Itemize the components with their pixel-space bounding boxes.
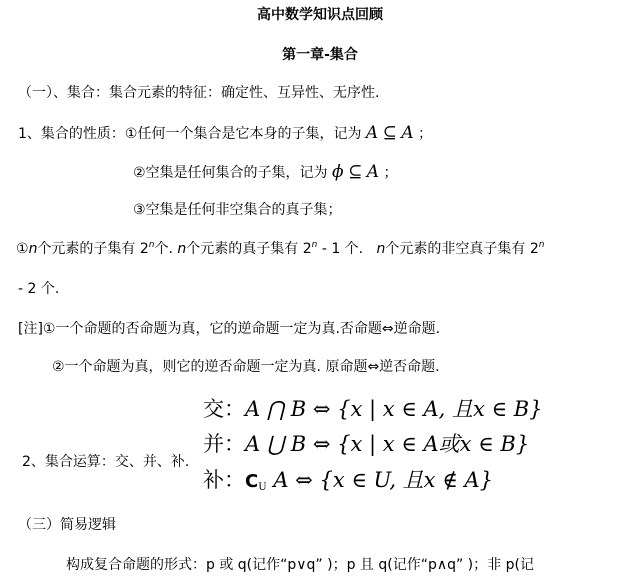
property-2-text: ②空集是任何集合的子集，记为 <box>133 165 328 181</box>
math-a: A <box>366 162 380 182</box>
subset-symbol: ⊆ <box>348 162 363 182</box>
exponent-n: n <box>148 240 155 250</box>
section-3-heading: （三）简易逻辑 <box>18 517 116 533</box>
complement-formula <box>203 467 493 501</box>
doc-title: 高中数学知识点回顾 <box>257 7 383 23</box>
note-1: [注]①一个命题的否命题为真，它的逆命题一定为真.否命题⇔逆命题. <box>18 321 441 337</box>
intersection-formula <box>203 396 543 422</box>
union-word: 并： <box>203 432 245 456</box>
semicolon: ； <box>418 126 433 142</box>
math-a: A <box>365 123 379 143</box>
property-line-3: ③空集是任何非空集合的真子集； <box>133 202 342 218</box>
set-operations-label: 2、集合运算：交、并、补. <box>22 454 190 470</box>
intersection-word: 交： <box>203 397 245 421</box>
subset-symbol: ⊆ <box>382 123 397 143</box>
text-fragment: 个元素的子集有 2 <box>37 241 149 257</box>
subset-count-continuation: - 2 个. <box>18 281 60 297</box>
complement-symbol: C <box>245 471 259 492</box>
property-line-1 <box>18 124 432 143</box>
text-fragment: 个. <box>154 241 173 257</box>
text-fragment: 个元素的非空真子集有 2 <box>385 241 539 257</box>
section-1-heading: （一）、集合：集合元素的特征：确定性、互异性、无序性. <box>18 85 380 101</box>
note-2: ②一个命题为真，则它的逆否命题一定为真. 原命题⇔逆否命题. <box>52 359 440 375</box>
exponent-n: n <box>538 240 545 250</box>
union-expression: A ⋃ B ⇔ {x | x ∈ A或x ∈ B} <box>245 432 530 456</box>
property-1-text: 1、集合的性质：①任何一个集合是它本身的子集，记为 <box>18 126 362 142</box>
var-n: n <box>28 241 38 257</box>
semicolon: ； <box>383 165 398 181</box>
intersection-expression: A ⋂ B ⇔ {x | x ∈ A, 且x ∈ B} <box>245 397 543 421</box>
union-formula <box>203 431 529 457</box>
property-line-2 <box>133 163 398 182</box>
text-fragment: 个元素的真子集有 2 <box>186 241 312 257</box>
compound-proposition-line: 构成复合命题的形式：p 或 q(记作“p∨q” )；p 且 q(记作“p∧q” )；非 p(记 <box>66 557 534 573</box>
exponent-n: n <box>311 240 318 250</box>
circle-number: ① <box>16 241 29 257</box>
empty-set-symbol: ϕ <box>332 162 344 182</box>
var-n: n <box>376 241 386 257</box>
complement-expression: A ⇔ {x ∈ U, 且x ∉ A} <box>273 468 493 492</box>
universal-set-subscript: U <box>258 482 267 493</box>
chapter-title: 第一章-集合 <box>282 47 358 63</box>
var-n: n <box>177 241 187 257</box>
text-fragment: - 1 个. <box>317 241 364 257</box>
math-a: A <box>401 123 414 143</box>
subset-count-line <box>16 240 544 258</box>
complement-word: 补： <box>203 468 245 492</box>
